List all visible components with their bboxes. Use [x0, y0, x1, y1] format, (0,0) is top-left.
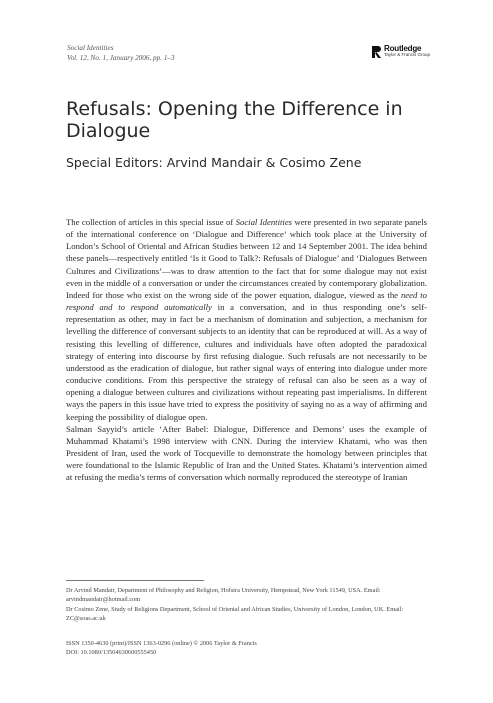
article-title: Refusals: Opening the Difference in Dialogue [66, 98, 403, 142]
paragraph-1-part-c: in a conversation, and in thus responding one’s self-representation as other, may in fact be a mechanism of domination and subjection, a mechanism for levelling the difference of conversant subjects to an identity that can be reproduced at will. As a way of resisting this levelling of difference, cultures and individuals have often adopted the paradoxical strategy of entering into discourse by first refusing dialogue. Such refusals are not necessarily to be understood as the eradication of dialogue, but rather signal ways of entering into dialogue under more conducive conditions. From this perspective the strategy of refusal can also be seen as a way of opening a dialogue between cultures and civilizations without repeating past imperialisms. In different ways the papers in this issue have tried to express the positivity of saying no as a way of affirming and keeping the possibility of dialogue open. [66, 302, 427, 422]
publisher-logo [372, 46, 430, 58]
paragraph-1-part-a: The collection of articles in this special issue of [66, 217, 236, 227]
journal-name: Social Identities [67, 44, 114, 52]
paragraph-1-part-b: were presented in two separate panels of the international conference on ‘Dialogue and Difference’ which took place at the University of London’s School of Oriental and African Studies between 12 and 14 September 2001. The idea behind these panels—respectively entitled ‘Is it Good to Talk?: Refusals of Dialogue’ and ‘Dialogues Between Cultures and Civilizations’—was to draw attention to the fact that for some dialogue may not exist even in the middle of a conversation or under the circumstances created by contemporary globalization. Indeed for those who exist on the wrong side of the power equation, dialogue, viewed as the [66, 217, 427, 300]
emphasis-text: need to respond and to respond automatically [66, 289, 427, 313]
paragraph-1 [66, 216, 427, 423]
footnote-1: Dr Arvind Mandair, Department of Philosophy and Religion, Hofstra University, Hempstead, New York 11549, USA. Email: arvindmandair@hotmail.com [66, 587, 381, 603]
journal-meta [67, 43, 175, 63]
article-body [66, 216, 427, 483]
publisher-group: Taylor & Francis Group [384, 52, 431, 57]
routledge-logo-icon [372, 46, 381, 58]
publisher-name: Routledge [384, 44, 422, 53]
footnote-divider [66, 580, 204, 581]
special-editors: Special Editors: Arvind Mandair & Cosimo Zene [66, 155, 362, 170]
footnote-2: Dr Cosimo Zene, Study of Religions Department, School of Oriental and African Studies, University of London, London, UK. Email: ZC@soas.ac.uk [66, 606, 404, 622]
journal-name-inline: Social Identities [235, 217, 293, 227]
doi-line: DOI: 10.1080/13504630600555450 [66, 649, 157, 656]
issn-line: ISSN 1350-4630 (print)/ISSN 1363-0296 (online) © 2006 Taylor & Francis [66, 640, 257, 647]
publication-identifiers [66, 639, 428, 657]
journal-issue: Vol. 12, No. 1, January 2006, pp. 1–3 [67, 54, 175, 62]
author-footnotes [66, 586, 428, 624]
paragraph-2: Salman Sayyid’s article ‘After Babel: Dialogue, Difference and Demons’ uses the example of Muhammad Khatami’s 1998 interview with CNN. During the interview Khatami, who was then President of Iran, used the work of Tocqueville to demonstrate the homology between principles that were foundational to the Islamic Republic of Iran and the United States. Khatami’s intervention aimed at refusing the media’s terms of conversation which normally reproduced the stereotype of Iranian [66, 423, 427, 483]
